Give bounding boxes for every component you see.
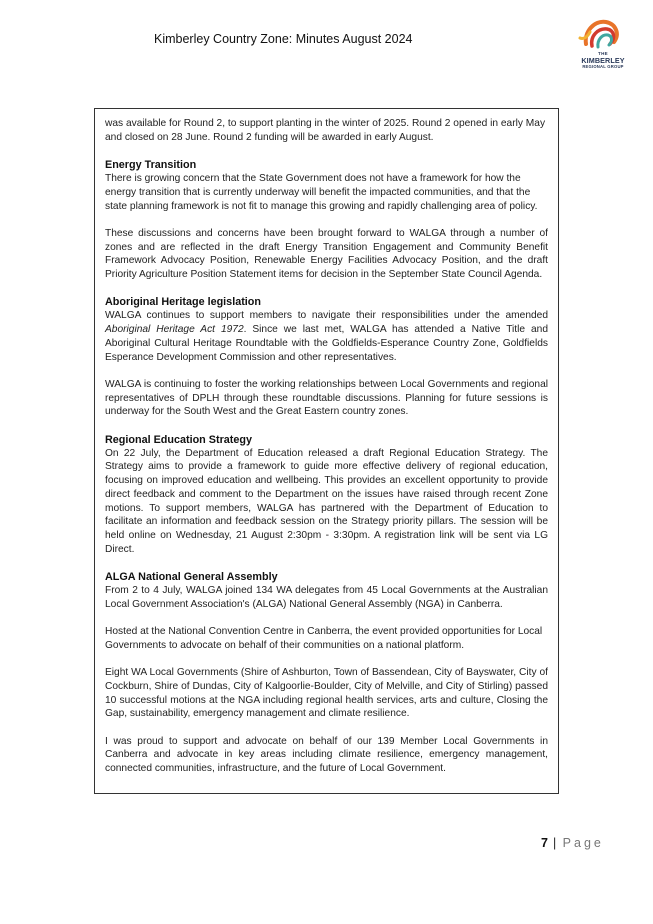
kimberley-logo [576, 14, 630, 72]
alga-paragraph-2: Hosted at the National Convention Centre in Canberra, the event provided opportunities for Local Governments to advocate on behalf of their communities on a national platform. [105, 626, 543, 651]
intro-paragraph: was available for Round 2, to support planting in the winter of 2025. Round 2 opened in early May and closed on 28 June. Round 2 funding will be awarded in early August. [105, 118, 546, 143]
logo-swirl-icon [576, 14, 630, 54]
page-number [541, 836, 604, 850]
heritage-p1-before: WALGA continues to support members to navigate their responsibilities under the amended [105, 310, 548, 322]
energy-paragraph-2: These discussions and concerns have been brought forward to WALGA through a number of zones and are reflected in the draft Energy Transition Engagement and Community Benefit Framework Advocacy Position, Renewable Energy Facilities Advocacy Position, and the draft Priority Agriculture Position Statement items for decision in the September State Council Agenda. [105, 227, 548, 280]
energy-transition-heading: Energy Transition [105, 159, 197, 172]
minutes-content-box [94, 108, 559, 794]
education-heading: Regional Education Strategy [105, 433, 252, 446]
heritage-paragraph-1 [105, 309, 548, 364]
page-label: Page [562, 836, 604, 850]
alga-paragraph-4: I was proud to support and advocate on behalf of our 139 Member Local Governments in Canberra and advocate in key areas including climate resilience, emergency management, connected communities, infrastructure, and the future of Local Government. [105, 735, 548, 775]
alga-paragraph-3: Eight WA Local Governments (Shire of Ashburton, Town of Bassendean, City of Bayswater, City of Cockburn, Shire of Dundas, City of Kalgoorlie-Boulder, City of Melville, and City of Stirling) passed 10 successful motions at the NGA including regional health services, arts and culture, Closing the Gap, sustainability, emergency management and climate resilience. [105, 667, 548, 720]
heritage-heading: Aboriginal Heritage legislation [105, 296, 261, 309]
heritage-paragraph-2: WALGA is continuing to foster the working relationships between Local Governments and regional representatives of DPLH through these roundtable discussions. Planning for future sessions is underway for the South West and the Great Eastern country zones. [105, 378, 548, 418]
logo-line2: KIMBERLEY [581, 56, 625, 65]
heritage-act-title: Aboriginal Heritage Act 1972 [105, 324, 244, 336]
heritage-p1-after: . Since we last met, WALGA has attended a Native Title and Aboriginal Cultural Heritage Roundtable with the Goldfields-Esperance Country Zone, Goldfields Esperance Development Commission and other representatives. [105, 324, 548, 363]
page-separator: | [552, 836, 558, 850]
alga-heading: ALGA National General Assembly [105, 571, 278, 583]
education-paragraph-1: On 22 July, the Department of Education released a draft Regional Education Strategy. The Strategy aims to provide a framework to guide more effective delivery of regional education, focusing on improved education and wellbeing. This provides an excellent opportunity to provide direct feedback and comment to the Department on the issues have raised through recent Zone motions. To support members, WALGA has partnered with the Department of Education to facilitate an information and feedback session on the Strategy priority pillars. The session will be held online on Wednesday, 21 August 2:30pm - 3:30pm. A registration link will be sent via LG Direct. [105, 447, 548, 555]
alga-paragraph-1: From 2 to 4 July, WALGA joined 134 WA delegates from 45 Local Governments at the Australian Local Government Association's (ALGA) National General Assembly (NGA) in Canberra. [105, 585, 548, 610]
energy-paragraph-1: There is growing concern that the State Government does not have a framework for how the energy transition that is currently underway will benefit the impacted communities, and that the state planning framework is not fit to manage this growing and rapidly challenging area of policy. [105, 173, 538, 212]
logo-line3: REGIONAL GROUP [582, 64, 624, 69]
page-number-value: 7 [541, 836, 548, 850]
header-title: Kimberley Country Zone: Minutes August 2024 [154, 32, 413, 46]
logo-line1: THE [598, 51, 608, 56]
